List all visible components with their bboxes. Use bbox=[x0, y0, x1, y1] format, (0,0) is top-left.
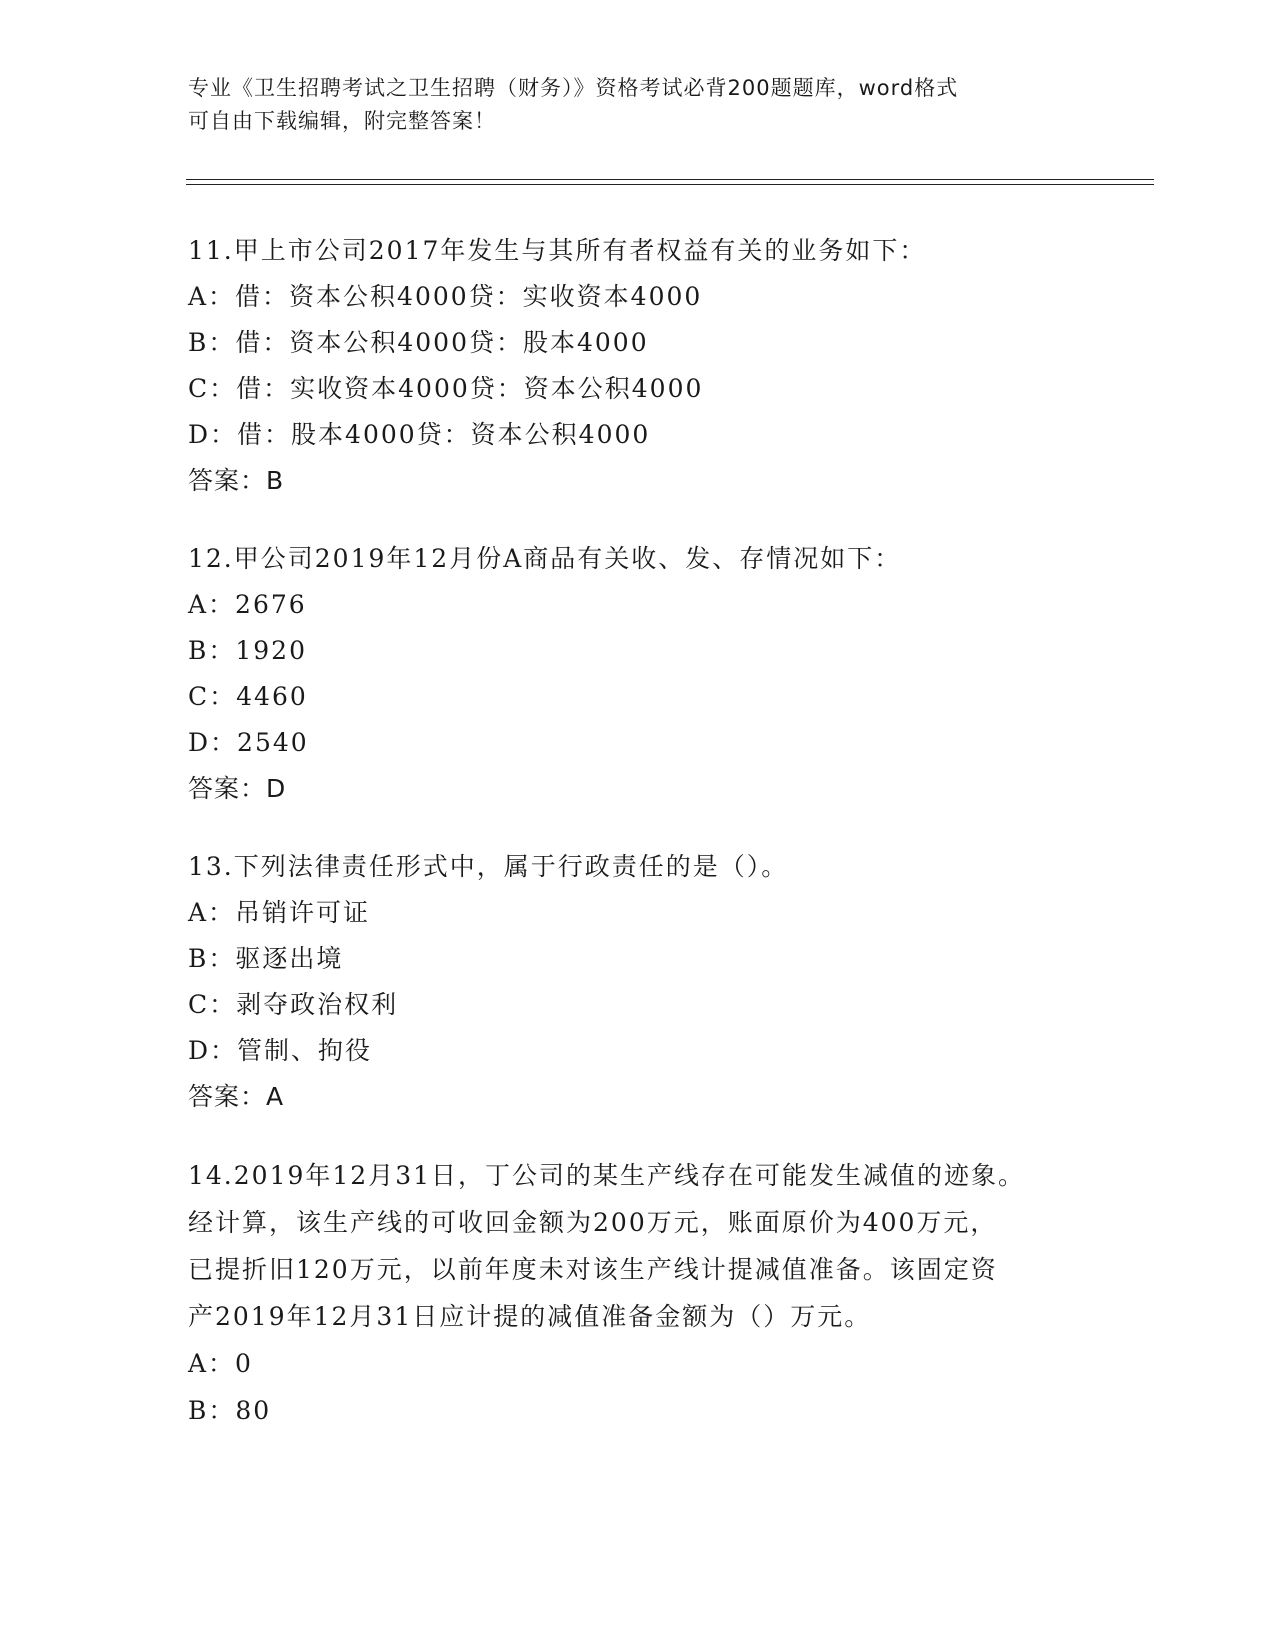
question-list bbox=[188, 228, 1088, 1466]
header-line-2: 可自由下载编辑，附完整答案！ bbox=[188, 109, 496, 133]
option-d: D：2540 bbox=[188, 728, 309, 757]
header-divider-top bbox=[186, 179, 1154, 180]
option-b: B：借：资本公积4000贷：股本4000 bbox=[188, 328, 649, 357]
question-11 bbox=[188, 228, 1088, 504]
question-stem-line-1: 14.2019年12月31日，丁公司的某生产线存在可能发生减值的迹象。 bbox=[188, 1161, 1026, 1190]
answer: 答案：D bbox=[188, 774, 287, 803]
option-d: D：借：股本4000贷：资本公积4000 bbox=[188, 420, 651, 449]
option-b: B：驱逐出境 bbox=[188, 944, 344, 973]
question-stem-line-2: 经计算，该生产线的可收回金额为200万元，账面原价为400万元， bbox=[188, 1208, 998, 1237]
question-stem-line-4: 产2019年12月31日应计提的减值准备金额为（）万元。 bbox=[188, 1302, 872, 1331]
answer: 答案：B bbox=[188, 466, 285, 495]
question-14 bbox=[188, 1152, 1088, 1434]
option-a: A：2676 bbox=[188, 590, 307, 619]
document-header bbox=[188, 72, 1068, 138]
option-a: A：借：资本公积4000贷：实收资本4000 bbox=[188, 282, 703, 311]
answer: 答案：A bbox=[188, 1082, 285, 1111]
question-stem: 12.甲公司2019年12月份A商品有关收、发、存情况如下： bbox=[188, 544, 902, 573]
header-line-1: 专业《卫生招聘考试之卫生招聘（财务）》资格考试必背200题题库，word格式 bbox=[188, 76, 959, 100]
option-b: B：1920 bbox=[188, 636, 307, 665]
option-b: B：80 bbox=[188, 1396, 272, 1425]
question-stem: 11.甲上市公司2017年发生与其所有者权益有关的业务如下： bbox=[188, 236, 927, 265]
option-d: D：管制、拘役 bbox=[188, 1036, 373, 1065]
option-c: C：4460 bbox=[188, 682, 308, 711]
question-12 bbox=[188, 536, 1088, 812]
option-c: C：剥夺政治权利 bbox=[188, 990, 399, 1019]
question-stem-line-3: 已提折旧120万元，以前年度未对该生产线计提减值准备。该固定资 bbox=[188, 1255, 998, 1284]
option-a: A：0 bbox=[188, 1349, 253, 1378]
header-divider-bottom bbox=[186, 184, 1154, 185]
question-stem: 13.下列法律责任形式中，属于行政责任的是（）。 bbox=[188, 852, 789, 881]
option-c: C：借：实收资本4000贷：资本公积4000 bbox=[188, 374, 704, 403]
option-a: A：吊销许可证 bbox=[188, 898, 371, 927]
question-13 bbox=[188, 844, 1088, 1120]
